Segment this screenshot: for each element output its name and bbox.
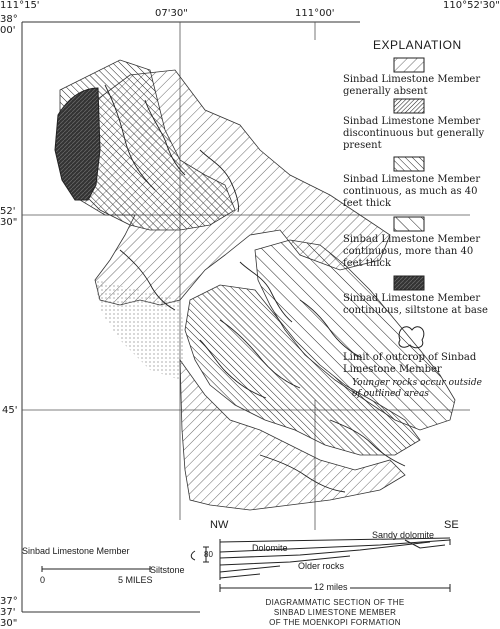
legend-label-more-than-40ft: Sinbad Limestone Member continuous, more than 40 feet thick [343,234,481,269]
legend-label-as-much-as-40ft: Sinbad Limestone Member continuous, as much as 40 feet thick [343,174,481,209]
section-se: SE [444,519,459,531]
legend-label-outcrop-limit: Limit of outcrop of Sinbad Limestone Member [343,352,477,375]
latitude-label-45: 45' [2,405,18,416]
legend-note: Younger rocks occur outside of outlined areas [352,378,482,399]
scale-bar [42,566,150,572]
longitude-label-110-52-30: 110°52'30" [443,0,500,11]
section-nw: NW [210,519,229,531]
legend-label-siltstone: Sinbad Limestone Member continuous, siltstone at base [343,293,488,316]
longitude-label-111-15: 111°15' [0,0,40,11]
swatch-discontinuous [394,99,424,113]
section-sinbad-label: Sinbad Limestone Member [22,546,130,556]
longitude-label-07-30: 07'30" [155,8,188,19]
swatch-siltstone [394,276,424,290]
longitude-label-111-00: 111°00' [295,8,335,19]
swatch-as-much-as-40ft [394,157,424,171]
section-dolomite: Dolomite [252,543,288,553]
section-older-rocks: Older rocks [298,561,345,571]
section-siltstone: Siltstone [150,565,185,575]
scale-label: 5 MILES [118,575,153,585]
explanation-title: EXPLANATION [373,38,462,52]
swatch-generally-absent [394,58,424,72]
section-sandy-dolomite: Sandy dolomite [372,530,435,540]
latitude-label-52-30: 52' 30" [0,206,18,228]
latitude-label-38-00: 38° 00' [0,14,18,36]
section-title-1: DIAGRAMMATIC SECTION OF THE [265,598,405,607]
section-thickness: 80 [204,550,213,559]
section-title-3: OF THE MOENKOPI FORMATION [269,618,401,627]
latitude-label-37-37-30: 37° 37' 30" [0,596,18,629]
section-title-2: SINBAD LIMESTONE MEMBER [273,608,397,617]
scale-zero: 0 [40,575,46,585]
swatch-more-than-40ft [394,217,424,231]
section-length: 12 miles [314,582,348,592]
legend-label-discontinuous: Sinbad Limestone Member discontinuous but generally present [343,116,485,151]
legend-label-generally-absent: Sinbad Limestone Member generally absent [343,74,481,97]
